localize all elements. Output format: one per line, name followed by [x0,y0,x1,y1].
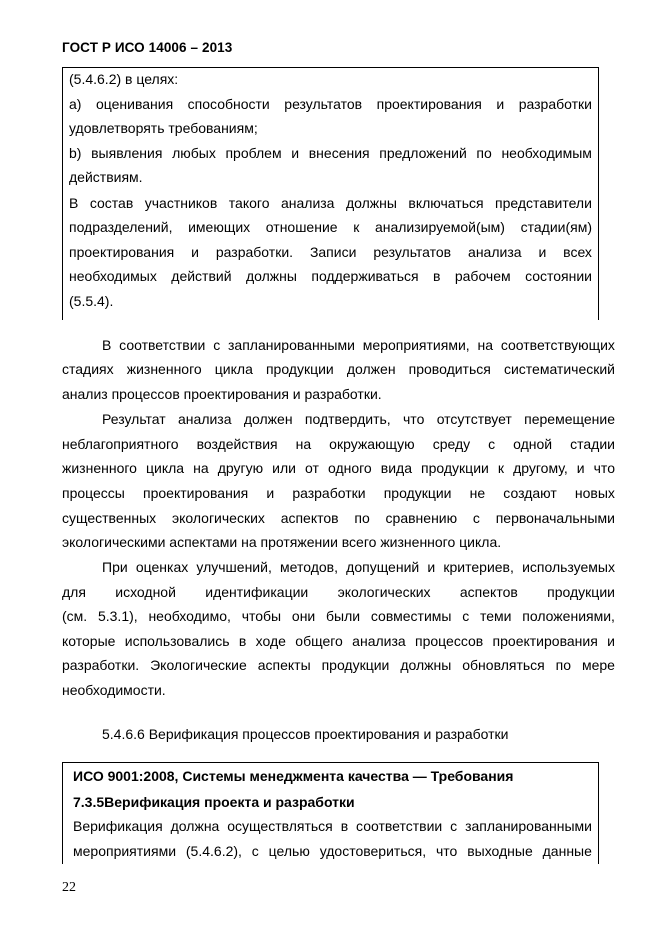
word: в [238,633,247,649]
word: продукции [547,584,615,600]
paragraph-line [62,583,615,601]
word: с [462,608,470,624]
word: используемых [522,559,615,575]
word: такого [228,195,270,211]
word: с [213,337,221,353]
word: разработки [292,485,366,501]
word: использовались [124,633,230,649]
word: стадии [570,436,615,452]
word: 5.3.1), [97,608,138,624]
word: для [62,584,86,600]
word: критериев, [443,559,514,575]
word: ходе [255,633,286,649]
word: совместимы [370,608,452,624]
word: с [488,436,496,452]
quote-title: ИСО 9001:2008, Системы менеджмента качества — Требования [73,768,514,784]
word: внесения [308,145,370,161]
word: на [295,436,312,452]
word: должны [245,268,297,284]
word: соответствии [119,337,206,353]
quote-line [69,144,592,162]
word: мероприятиями [73,843,177,859]
word: с [251,843,259,859]
word: продукции [383,485,452,501]
word: должна [170,818,220,834]
paragraph-line: необходимости. [62,682,166,698]
word: b) [69,145,82,161]
word: проектирования [143,485,249,501]
word: и [576,460,585,476]
word: на [193,460,209,476]
word: участников [144,195,218,211]
word: общего [295,633,343,649]
word: оценивания [95,96,174,112]
word: Результат [102,411,166,427]
word: разработки. [62,657,140,673]
word: должны [400,657,452,673]
page-number: 22 [62,880,76,895]
paragraph-line [102,336,615,354]
word: и [266,485,275,501]
word: представители [495,195,592,211]
word: цикла [146,460,185,476]
paragraph-line [62,607,615,625]
word: (5.4.6.2), [185,843,242,859]
iso-9001-quote-box [62,762,599,864]
word: вида [380,460,412,476]
word: проектирования [492,633,598,649]
word: процессов [415,633,484,649]
word: теми [480,608,512,624]
paragraph-line [62,484,615,502]
word: Экологические [150,657,247,673]
quote-line [69,243,592,261]
word: на [477,337,494,353]
word: данные [542,843,592,859]
word: сравнению [385,510,458,526]
paragraph-line [62,656,615,674]
word: проектирования [69,244,175,260]
word: В [102,337,112,353]
word: чтобы [241,608,282,624]
word: и [291,145,300,161]
word: выходные [467,843,533,859]
word: действий [171,268,232,284]
word: допущений [346,559,420,575]
word: отсутствует [436,411,512,427]
word: одной [513,436,553,452]
word: создают [503,485,557,501]
word: состоянии [525,268,592,284]
paragraph-line: анализ процессов проектирования и разработки. [62,386,382,402]
word: целью [268,843,310,859]
word: анализа [280,195,335,211]
word: систематический [503,361,615,377]
word: были [326,608,361,624]
word: подтвердить, [304,411,391,427]
word: методов, [280,559,338,575]
quote-line [69,194,592,212]
paragraph-line [62,632,615,650]
word: запланированными [465,818,592,834]
word: к [353,219,360,235]
word: (см. [62,608,88,624]
word: осуществляться [227,818,333,834]
word: экологических [337,584,431,600]
word: что [593,460,615,476]
word: и [427,559,436,575]
word: не [469,485,486,501]
quote-line: (5.4.6.2) в целях: [69,71,179,87]
word: должен [346,361,396,377]
word: проводиться [408,361,491,377]
word: в [340,818,349,834]
word: новых [574,485,615,501]
word: оценках [135,559,189,575]
word: экологических [171,510,265,526]
quote-subtitle: 7.3.5Верификация проекта и разработки [73,794,355,810]
word: соответствующих [500,337,615,353]
word: аспектов [459,584,518,600]
word: запланированными [228,337,355,353]
paragraph-line [62,435,615,453]
word: что [435,843,458,859]
quote-line [69,267,592,285]
word: результатов [284,96,363,112]
word: с [450,818,458,834]
word: первоначальными [495,510,615,526]
word: и [496,96,505,112]
word: анализа [178,411,232,427]
word: отношение [265,219,338,235]
word: аспекты [257,657,311,673]
iso-quote-box [62,67,599,320]
word: мероприятиями, [362,337,470,353]
word: исходной [115,584,176,600]
word: по [354,510,370,526]
word: они [291,608,316,624]
word: проектирования [376,96,482,112]
word: что [403,411,425,427]
word: должны [345,195,397,211]
word: анализа [352,633,406,649]
word: положениями, [522,608,615,624]
word: продукции [321,657,390,673]
word: стадии(ям) [520,219,592,235]
word: воздействия [196,436,278,452]
word: или [272,460,296,476]
word: процессы [62,485,125,501]
word: идентификации [205,584,309,600]
word: необходимым [501,145,592,161]
word: с [472,510,480,526]
word: разработки. [215,244,294,260]
word: продукции [265,361,334,377]
word: мере [581,657,615,673]
word: жизненного [126,361,202,377]
word: способности [187,96,270,112]
paragraph-line [62,360,615,378]
word: любых [172,145,216,161]
paragraph-line [102,410,615,428]
paragraph-line [62,459,615,477]
word: рабочем [454,268,511,284]
word: выявления [91,145,163,161]
word: существенных [62,510,157,526]
word: жизненного [62,460,137,476]
word: среду [432,436,471,452]
word: поддерживаться [311,268,419,284]
word: одного [327,460,372,476]
section-heading: 5.4.6.6 Верификация процессов проектирования и разработки [102,726,509,742]
quote-line: удовлетворять требованиям; [69,120,258,136]
word: необходимых [69,268,157,284]
quote-line [69,218,592,236]
word: должен [243,411,293,427]
word: подразделений, [69,219,173,235]
word: разработки [518,96,592,112]
word: При [102,559,128,575]
word: необходимо, [148,608,231,624]
word: к [497,460,505,476]
word: продукции [421,460,489,476]
word: цикла [214,361,253,377]
word: анализа [468,244,522,260]
word: результатов [373,244,452,260]
word: предложений [379,145,467,161]
word: Верификация [73,818,163,834]
word: другому, [513,460,568,476]
page-header: ГОСТ Р ИСО 14006 – 2013 [62,40,233,55]
word: по [476,145,492,161]
quote-line [73,842,592,860]
word: которые [62,633,116,649]
word: в [433,268,441,284]
word: обновляться [462,657,545,673]
word: a) [69,96,82,112]
word: и [607,633,615,649]
word: стадиях [62,361,114,377]
word: и [191,244,199,260]
quote-line: действиям. [69,169,143,185]
word: неблагоприятного [62,436,179,452]
word: всех [563,244,592,260]
paragraph-line [62,509,615,527]
word: улучшений, [196,559,272,575]
paragraph-line [102,558,615,576]
word: от [305,460,319,476]
word: соответствии [356,818,443,834]
word: по [555,657,572,673]
word: В [69,195,79,211]
word: состав [89,195,134,211]
word: удостовериться, [319,843,427,859]
word: имеющих [188,219,251,235]
word: проблем [225,145,282,161]
quote-line [73,817,592,835]
word: включаться [408,195,484,211]
word: и [538,244,547,260]
quote-line: (5.5.4). [69,293,114,309]
word: перемещение [524,411,615,427]
word: Записи [309,244,357,260]
word: анализируемой(ым) [374,219,505,235]
paragraph-line: экологическими аспектами на протяжении всего жизненного цикла. [62,534,502,550]
word: другую [217,460,264,476]
word: окружающую [329,436,415,452]
quote-line [69,95,592,113]
word: аспектов [280,510,339,526]
